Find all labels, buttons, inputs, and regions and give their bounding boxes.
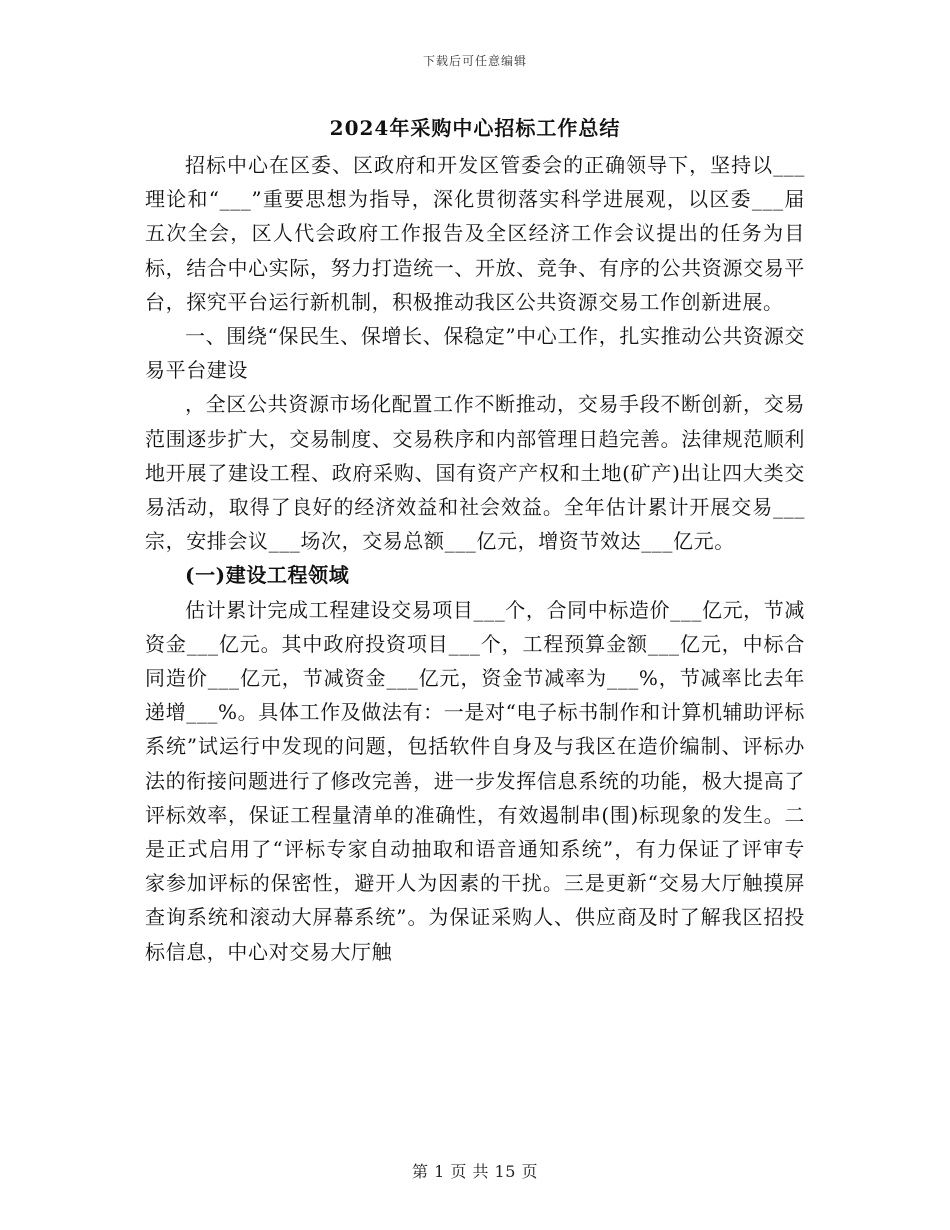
page-number-footer: 第 1 页 共 15 页 [412,1162,538,1181]
document-body [145,148,805,969]
document-title: 2024年采购中心招标工作总结 [329,116,621,140]
subsection-heading-construction: (一)建设工程领域 [185,563,350,588]
paragraph-intro: 招标中心在区委、区政府和开发区管委会的正确领导下，坚持以___理论和“___”重要思想为指导，深化贯彻落实科学进展观，以区委___届五次全会，区人代会政府工作报告及全区经济工作会议提出的任务为目标，结合中心实际，努力打造统一、开放、竞争、有序的公共资源交易平台，探究平台运行新机制，积极推动我区公共资源交易工作创新进展。 [145,153,805,314]
paragraph-overview: ，全区公共资源市场化配置工作不断推动，交易手段不断创新，交易范围逐步扩大，交易制度、交易秩序和内部管理日趋完善。法律规范顺利地开展了建设工程、政府采购、国有资产产权和土地(矿产)出让四大类交易活动，取得了良好的经济效益和社会效益。全年估计累计开展交易___宗，安排会议___场次，交易总额___亿元，增资节效达___亿元。 [145,392,805,554]
section-heading-1: 一、围绕“保民生、保增长、保稳定”中心工作，扎实推动公共资源交易平台建设 [145,324,805,383]
header-note: 下载后可任意编辑 [422,54,527,68]
paragraph-construction: 估计累计完成工程建设交易项目___个，合同中标造价___亿元，节减资金___亿元。其中政府投资项目___个，工程预算金额___亿元，中标合同造价___亿元，节减资金___亿元，资金节减率为___%，节减率比去年递增___%。具体工作及做法有：一是对“电子标书制作和计算机辅助评标系统”试运行中发现的问题，包括软件自身及与我区在造价编制、评标办法的衔接问题进行了修改完善，进一步发挥信息系统的功能，极大提高了评标效率，保证工程量清单的准确性，有效遏制串(围)标现象的发生。二是正式启用了“评标专家自动抽取和语音通知系统”，有力保证了评审专家参加评标的保密性，避开人为因素的干扰。三是更新“交易大厅触摸屏查询系统和滚动大屏幕系统”。为保证采购人、供应商及时了解我区招投标信息，中心对交易大厅触 [145,597,805,964]
